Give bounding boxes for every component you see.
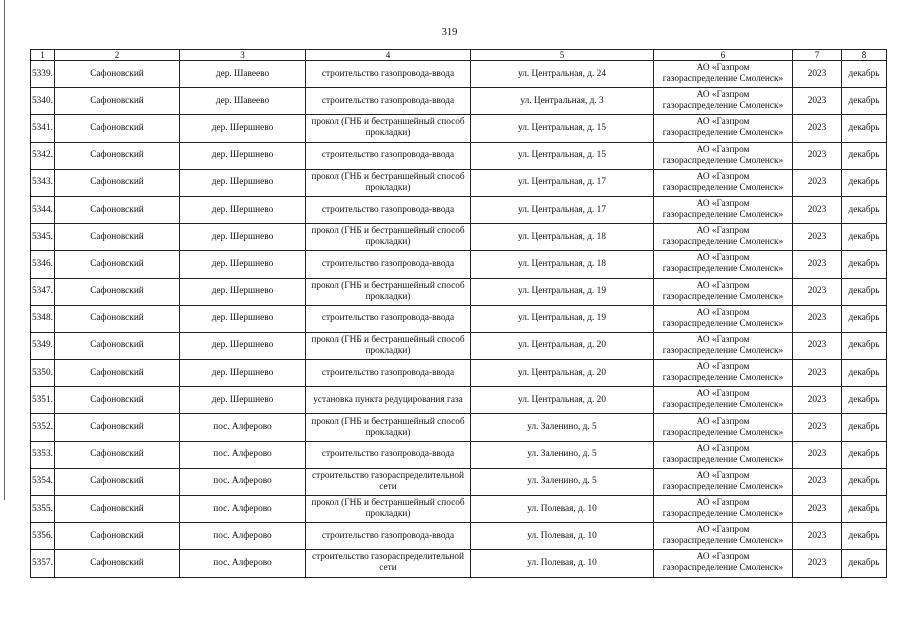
settlement-cell: дер. Шавеево bbox=[180, 88, 306, 115]
organization-cell bbox=[654, 88, 793, 115]
address-cell: ул. Центральная, д. 15 bbox=[471, 115, 654, 142]
work-type-cell: строительство газопровода-ввода bbox=[306, 441, 471, 468]
district-cell: Сафоновский bbox=[55, 251, 180, 278]
organization-line-2: газораспределение Смоленск» bbox=[662, 536, 784, 547]
table-row bbox=[31, 224, 887, 251]
organization-cell bbox=[654, 251, 793, 278]
column-number: 1 bbox=[31, 50, 55, 61]
organization-line-2: газораспределение Смоленск» bbox=[662, 74, 784, 85]
address-cell: ул. Центральная, д. 18 bbox=[471, 224, 654, 251]
district-cell: Сафоновский bbox=[55, 360, 180, 387]
month-cell: декабрь bbox=[842, 278, 887, 305]
organization-line-2: газораспределение Смоленск» bbox=[662, 427, 784, 438]
address-cell: ул. Центральная, д. 20 bbox=[471, 360, 654, 387]
settlement-cell: пос. Алферово bbox=[180, 441, 306, 468]
organization-line-1: АО «Газпром bbox=[696, 307, 750, 318]
row-number-cell: 5348. bbox=[31, 305, 55, 332]
organization-line-1: АО «Газпром bbox=[696, 253, 750, 264]
organization-cell bbox=[654, 278, 793, 305]
organization-line-2: газораспределение Смоленск» bbox=[662, 400, 784, 411]
district-cell: Сафоновский bbox=[55, 550, 180, 577]
settlement-cell: пос. Алферово bbox=[180, 468, 306, 495]
settlement-cell: пос. Алферово bbox=[180, 496, 306, 523]
work-type-cell: строительство газопровода-ввода bbox=[306, 251, 471, 278]
organization-line-2: газораспределение Смоленск» bbox=[662, 563, 784, 574]
organization-line-2: газораспределение Смоленск» bbox=[662, 509, 784, 520]
column-number: 8 bbox=[842, 50, 887, 61]
organization-line-1: АО «Газпром bbox=[696, 117, 750, 128]
year-cell: 2023 bbox=[793, 115, 842, 142]
month-cell: декабрь bbox=[842, 441, 887, 468]
table-row bbox=[31, 278, 887, 305]
organization-line-1: АО «Газпром bbox=[696, 552, 750, 563]
year-cell: 2023 bbox=[793, 278, 842, 305]
column-number-row bbox=[31, 50, 887, 61]
district-cell: Сафоновский bbox=[55, 468, 180, 495]
month-cell: декабрь bbox=[842, 468, 887, 495]
settlement-cell: дер. Шершнево bbox=[180, 360, 306, 387]
district-cell: Сафоновский bbox=[55, 142, 180, 169]
organization-line-2: газораспределение Смоленск» bbox=[662, 182, 784, 193]
organization-line-2: газораспределение Смоленск» bbox=[662, 210, 784, 221]
district-cell: Сафоновский bbox=[55, 224, 180, 251]
year-cell: 2023 bbox=[793, 224, 842, 251]
district-cell: Сафоновский bbox=[55, 387, 180, 414]
organization-line-1: АО «Газпром bbox=[696, 144, 750, 155]
column-number: 2 bbox=[55, 50, 180, 61]
address-cell: ул. Полевая, д. 10 bbox=[471, 496, 654, 523]
address-cell: ул. Заленино, д. 5 bbox=[471, 441, 654, 468]
work-type-cell: строительство газопровода-ввода bbox=[306, 523, 471, 550]
year-cell: 2023 bbox=[793, 61, 842, 88]
row-number-cell: 5345. bbox=[31, 224, 55, 251]
month-cell: декабрь bbox=[842, 360, 887, 387]
month-cell: декабрь bbox=[842, 169, 887, 196]
settlement-cell: дер. Шершнево bbox=[180, 142, 306, 169]
year-cell: 2023 bbox=[793, 468, 842, 495]
year-cell: 2023 bbox=[793, 360, 842, 387]
column-number: 3 bbox=[180, 50, 306, 61]
address-cell: ул. Заленино, д. 5 bbox=[471, 414, 654, 441]
district-cell: Сафоновский bbox=[55, 441, 180, 468]
organization-cell bbox=[654, 61, 793, 88]
table-row bbox=[31, 523, 887, 550]
organization-line-1: АО «Газпром bbox=[696, 90, 750, 101]
settlement-cell: дер. Шершнево bbox=[180, 251, 306, 278]
table-row bbox=[31, 88, 887, 115]
district-cell: Сафоновский bbox=[55, 523, 180, 550]
month-cell: декабрь bbox=[842, 550, 887, 577]
table-row bbox=[31, 360, 887, 387]
address-cell: ул. Заленино, д. 5 bbox=[471, 468, 654, 495]
table-row bbox=[31, 61, 887, 88]
work-type-cell: прокол (ГНБ и бестраншейный способ прокладки) bbox=[306, 332, 471, 359]
row-number-cell: 5343. bbox=[31, 169, 55, 196]
settlement-cell: дер. Шершнево bbox=[180, 115, 306, 142]
organization-line-2: газораспределение Смоленск» bbox=[662, 264, 784, 275]
year-cell: 2023 bbox=[793, 550, 842, 577]
organization-line-1: АО «Газпром bbox=[696, 362, 750, 373]
organization-cell bbox=[654, 305, 793, 332]
work-type-cell: прокол (ГНБ и бестраншейный способ прокладки) bbox=[306, 278, 471, 305]
organization-line-2: газораспределение Смоленск» bbox=[662, 291, 784, 302]
work-type-cell: строительство газораспределительной сети bbox=[306, 468, 471, 495]
organization-line-2: газораспределение Смоленск» bbox=[662, 318, 784, 329]
row-number-cell: 5350. bbox=[31, 360, 55, 387]
row-number-cell: 5351. bbox=[31, 387, 55, 414]
row-number-cell: 5341. bbox=[31, 115, 55, 142]
settlement-cell: дер. Шершнево bbox=[180, 278, 306, 305]
row-number-cell: 5353. bbox=[31, 441, 55, 468]
year-cell: 2023 bbox=[793, 332, 842, 359]
organization-line-1: АО «Газпром bbox=[696, 525, 750, 536]
organization-cell bbox=[654, 468, 793, 495]
table-row bbox=[31, 115, 887, 142]
settlement-cell: дер. Шершнево bbox=[180, 196, 306, 223]
address-cell: ул. Центральная, д. 19 bbox=[471, 305, 654, 332]
row-number-cell: 5357. bbox=[31, 550, 55, 577]
row-number-cell: 5349. bbox=[31, 332, 55, 359]
organization-line-1: АО «Газпром bbox=[696, 498, 750, 509]
work-type-cell: строительство газопровода-ввода bbox=[306, 305, 471, 332]
month-cell: декабрь bbox=[842, 196, 887, 223]
work-type-cell: установка пункта редуцирования газа bbox=[306, 387, 471, 414]
organization-line-1: АО «Газпром bbox=[696, 280, 750, 291]
month-cell: декабрь bbox=[842, 115, 887, 142]
row-number-cell: 5340. bbox=[31, 88, 55, 115]
organization-line-2: газораспределение Смоленск» bbox=[662, 237, 784, 248]
organization-line-2: газораспределение Смоленск» bbox=[662, 155, 784, 166]
district-cell: Сафоновский bbox=[55, 414, 180, 441]
year-cell: 2023 bbox=[793, 251, 842, 278]
work-type-cell: прокол (ГНБ и бестраншейный способ прокладки) bbox=[306, 414, 471, 441]
organization-line-2: газораспределение Смоленск» bbox=[662, 128, 784, 139]
year-cell: 2023 bbox=[793, 169, 842, 196]
table-row bbox=[31, 387, 887, 414]
address-cell: ул. Центральная, д. 18 bbox=[471, 251, 654, 278]
organization-cell bbox=[654, 441, 793, 468]
month-cell: декабрь bbox=[842, 305, 887, 332]
work-type-cell: прокол (ГНБ и бестраншейный способ прокладки) bbox=[306, 115, 471, 142]
month-cell: декабрь bbox=[842, 142, 887, 169]
organization-line-1: АО «Газпром bbox=[696, 226, 750, 237]
year-cell: 2023 bbox=[793, 196, 842, 223]
organization-line-1: АО «Газпром bbox=[696, 443, 750, 454]
organization-cell bbox=[654, 360, 793, 387]
work-type-cell: строительство газопровода-ввода bbox=[306, 61, 471, 88]
organization-line-2: газораспределение Смоленск» bbox=[662, 481, 784, 492]
organization-cell bbox=[654, 387, 793, 414]
organization-line-1: АО «Газпром bbox=[696, 63, 750, 74]
month-cell: декабрь bbox=[842, 496, 887, 523]
organization-line-2: газораспределение Смоленск» bbox=[662, 373, 784, 384]
month-cell: декабрь bbox=[842, 414, 887, 441]
organization-line-2: газораспределение Смоленск» bbox=[662, 454, 784, 465]
table-row bbox=[31, 142, 887, 169]
organization-cell bbox=[654, 115, 793, 142]
row-number-cell: 5346. bbox=[31, 251, 55, 278]
organization-line-1: АО «Газпром bbox=[696, 334, 750, 345]
row-number-cell: 5355. bbox=[31, 496, 55, 523]
work-type-cell: строительство газопровода-ввода bbox=[306, 142, 471, 169]
page-number: 319 bbox=[441, 27, 458, 38]
month-cell: декабрь bbox=[842, 88, 887, 115]
settlement-cell: пос. Алферово bbox=[180, 414, 306, 441]
table-row bbox=[31, 441, 887, 468]
organization-line-1: АО «Газпром bbox=[696, 389, 750, 400]
row-number-cell: 5354. bbox=[31, 468, 55, 495]
work-type-cell: строительство газопровода-ввода bbox=[306, 88, 471, 115]
table-row bbox=[31, 251, 887, 278]
gasification-register-table bbox=[30, 49, 887, 578]
district-cell: Сафоновский bbox=[55, 61, 180, 88]
row-number-cell: 5352. bbox=[31, 414, 55, 441]
address-cell: ул. Центральная, д. 20 bbox=[471, 332, 654, 359]
settlement-cell: дер. Шершнево bbox=[180, 387, 306, 414]
organization-line-1: АО «Газпром bbox=[696, 199, 750, 210]
table-row bbox=[31, 550, 887, 577]
column-number: 6 bbox=[654, 50, 793, 61]
organization-cell bbox=[654, 414, 793, 441]
settlement-cell: пос. Алферово bbox=[180, 523, 306, 550]
district-cell: Сафоновский bbox=[55, 169, 180, 196]
work-type-cell: строительство газопровода-ввода bbox=[306, 196, 471, 223]
settlement-cell: дер. Шершнево bbox=[180, 305, 306, 332]
table-row bbox=[31, 305, 887, 332]
settlement-cell: дер. Шершнево bbox=[180, 332, 306, 359]
address-cell: ул. Центральная, д. 15 bbox=[471, 142, 654, 169]
column-number: 4 bbox=[306, 50, 471, 61]
work-type-cell: строительство газораспределительной сети bbox=[306, 550, 471, 577]
district-cell: Сафоновский bbox=[55, 88, 180, 115]
organization-line-2: газораспределение Смоленск» bbox=[662, 345, 784, 356]
organization-cell bbox=[654, 332, 793, 359]
address-cell: ул. Центральная, д. 19 bbox=[471, 278, 654, 305]
year-cell: 2023 bbox=[793, 305, 842, 332]
year-cell: 2023 bbox=[793, 441, 842, 468]
row-number-cell: 5342. bbox=[31, 142, 55, 169]
address-cell: ул. Центральная, д. 24 bbox=[471, 61, 654, 88]
work-type-cell: строительство газопровода-ввода bbox=[306, 360, 471, 387]
column-number: 5 bbox=[471, 50, 654, 61]
column-number: 7 bbox=[793, 50, 842, 61]
settlement-cell: дер. Шавеево bbox=[180, 61, 306, 88]
year-cell: 2023 bbox=[793, 496, 842, 523]
address-cell: ул. Центральная, д. 3 bbox=[471, 88, 654, 115]
table-row bbox=[31, 468, 887, 495]
settlement-cell: дер. Шершнево bbox=[180, 224, 306, 251]
work-type-cell: прокол (ГНБ и бестраншейный способ прокладки) bbox=[306, 496, 471, 523]
month-cell: декабрь bbox=[842, 332, 887, 359]
year-cell: 2023 bbox=[793, 414, 842, 441]
district-cell: Сафоновский bbox=[55, 496, 180, 523]
address-cell: ул. Центральная, д. 17 bbox=[471, 169, 654, 196]
address-cell: ул. Центральная, д. 20 bbox=[471, 387, 654, 414]
organization-line-1: АО «Газпром bbox=[696, 416, 750, 427]
organization-cell bbox=[654, 169, 793, 196]
row-number-cell: 5356. bbox=[31, 523, 55, 550]
district-cell: Сафоновский bbox=[55, 305, 180, 332]
organization-cell bbox=[654, 523, 793, 550]
year-cell: 2023 bbox=[793, 523, 842, 550]
row-number-cell: 5347. bbox=[31, 278, 55, 305]
year-cell: 2023 bbox=[793, 142, 842, 169]
month-cell: декабрь bbox=[842, 61, 887, 88]
organization-cell bbox=[654, 224, 793, 251]
address-cell: ул. Полевая, д. 10 bbox=[471, 523, 654, 550]
month-cell: декабрь bbox=[842, 251, 887, 278]
left-margin-line bbox=[4, 0, 5, 500]
table-row bbox=[31, 414, 887, 441]
district-cell: Сафоновский bbox=[55, 332, 180, 359]
organization-line-1: АО «Газпром bbox=[696, 171, 750, 182]
address-cell: ул. Полевая, д. 10 bbox=[471, 550, 654, 577]
organization-line-2: газораспределение Смоленск» bbox=[662, 101, 784, 112]
district-cell: Сафоновский bbox=[55, 196, 180, 223]
district-cell: Сафоновский bbox=[55, 278, 180, 305]
organization-cell bbox=[654, 550, 793, 577]
table-row bbox=[31, 169, 887, 196]
address-cell: ул. Центральная, д. 17 bbox=[471, 196, 654, 223]
work-type-cell: прокол (ГНБ и бестраншейный способ прокладки) bbox=[306, 169, 471, 196]
organization-cell bbox=[654, 196, 793, 223]
work-type-cell: прокол (ГНБ и бестраншейный способ прокладки) bbox=[306, 224, 471, 251]
month-cell: декабрь bbox=[842, 224, 887, 251]
settlement-cell: дер. Шершнево bbox=[180, 169, 306, 196]
settlement-cell: пос. Алферово bbox=[180, 550, 306, 577]
district-cell: Сафоновский bbox=[55, 115, 180, 142]
organization-cell bbox=[654, 142, 793, 169]
table-row bbox=[31, 196, 887, 223]
table-row bbox=[31, 332, 887, 359]
table-row bbox=[31, 496, 887, 523]
year-cell: 2023 bbox=[793, 387, 842, 414]
organization-cell bbox=[654, 496, 793, 523]
month-cell: декабрь bbox=[842, 387, 887, 414]
row-number-cell: 5339. bbox=[31, 61, 55, 88]
organization-line-1: АО «Газпром bbox=[696, 470, 750, 481]
row-number-cell: 5344. bbox=[31, 196, 55, 223]
month-cell: декабрь bbox=[842, 523, 887, 550]
year-cell: 2023 bbox=[793, 88, 842, 115]
